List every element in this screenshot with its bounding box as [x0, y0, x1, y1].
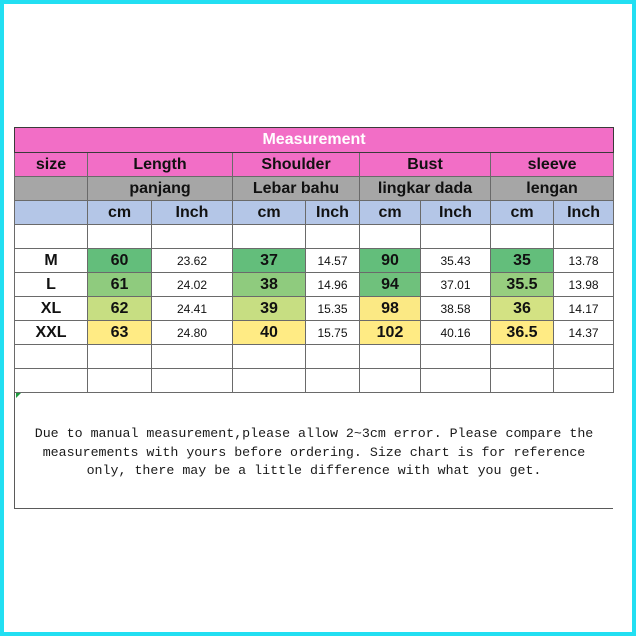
title-row — [15, 128, 614, 153]
empty-cell — [491, 369, 554, 393]
bust-inch-value: 40.16 — [421, 321, 491, 345]
local-name-length: panjang — [88, 177, 233, 201]
length-cm-value: 63 — [88, 321, 152, 345]
unit-inch: Inch — [306, 201, 360, 225]
sleeve-inch-value: 13.78 — [554, 249, 614, 273]
local-name-shoulder: Lebar bahu — [233, 177, 360, 201]
empty-cell — [554, 369, 614, 393]
comment-indicator-icon — [16, 393, 21, 398]
empty-cell — [306, 369, 360, 393]
empty-cell — [491, 225, 554, 249]
empty-cell — [88, 225, 152, 249]
unit-inch: Inch — [554, 201, 614, 225]
empty-cell — [233, 369, 306, 393]
table-title: Measurement — [15, 128, 614, 153]
size-label: XL — [15, 297, 88, 321]
empty-cell — [152, 225, 233, 249]
shoulder-cm-value: 40 — [233, 321, 306, 345]
empty-row — [15, 369, 614, 393]
bust-cm-value: 102 — [360, 321, 421, 345]
group-header-row — [15, 153, 614, 177]
sleeve-cm-value: 36.5 — [491, 321, 554, 345]
local-name-sleeve: lengan — [491, 177, 614, 201]
empty-cell — [306, 225, 360, 249]
group-header-sleeve: sleeve — [491, 153, 614, 177]
disclaimer-line: measurements with yours before ordering. Size chart is for reference — [42, 444, 586, 460]
size-label: XXL — [15, 321, 88, 345]
sleeve-cm-value: 35.5 — [491, 273, 554, 297]
empty-cell — [421, 345, 491, 369]
sleeve-inch-value: 14.17 — [554, 297, 614, 321]
empty-cell — [88, 369, 152, 393]
image-canvas — [4, 4, 632, 632]
empty-row — [15, 345, 614, 369]
shoulder-cm-value: 39 — [233, 297, 306, 321]
empty-cell — [360, 369, 421, 393]
group-header-length: Length — [88, 153, 233, 177]
shoulder-inch-value: 15.75 — [306, 321, 360, 345]
length-cm-value: 60 — [88, 249, 152, 273]
size-header: size — [15, 153, 88, 177]
sleeve-inch-value: 14.37 — [554, 321, 614, 345]
empty-cell — [152, 369, 233, 393]
shoulder-inch-value: 14.57 — [306, 249, 360, 273]
length-cm-value: 62 — [88, 297, 152, 321]
group-header-bust: Bust — [360, 153, 491, 177]
disclaimer-text — [15, 425, 613, 481]
bust-cm-value: 94 — [360, 273, 421, 297]
bust-inch-value: 35.43 — [421, 249, 491, 273]
empty-cell — [15, 369, 88, 393]
size-chart-table — [14, 127, 614, 393]
size-label: M — [15, 249, 88, 273]
empty-cell — [421, 369, 491, 393]
empty-cell — [233, 225, 306, 249]
disclaimer-note — [14, 392, 613, 509]
unit-cm: cm — [491, 201, 554, 225]
shoulder-cm-value: 38 — [233, 273, 306, 297]
unit-inch: Inch — [152, 201, 233, 225]
empty-cell — [421, 225, 491, 249]
empty-cell — [491, 345, 554, 369]
sleeve-inch-value: 13.98 — [554, 273, 614, 297]
empty-cell — [554, 225, 614, 249]
length-inch-value: 24.02 — [152, 273, 233, 297]
empty-cell — [360, 225, 421, 249]
sleeve-cm-value: 36 — [491, 297, 554, 321]
size-row-xl — [15, 297, 614, 321]
length-cm-value: 61 — [88, 273, 152, 297]
empty-cell — [306, 345, 360, 369]
shoulder-cm-value: 37 — [233, 249, 306, 273]
empty-cell — [152, 345, 233, 369]
disclaimer-line: Due to manual measurement,please allow 2~3cm error. Please compare the — [34, 426, 594, 441]
bust-cm-value: 90 — [360, 249, 421, 273]
empty-cell — [15, 177, 88, 201]
shoulder-inch-value: 15.35 — [306, 297, 360, 321]
size-row-xxl — [15, 321, 614, 345]
size-row-m — [15, 249, 614, 273]
bust-inch-value: 38.58 — [421, 297, 491, 321]
disclaimer-line: only, there may be a little difference with what you get. — [86, 463, 542, 478]
unit-cm: cm — [88, 201, 152, 225]
empty-cell — [15, 201, 88, 225]
unit-cm: cm — [233, 201, 306, 225]
unit-row — [15, 201, 614, 225]
unit-cm: cm — [360, 201, 421, 225]
group-header-shoulder: Shoulder — [233, 153, 360, 177]
bust-inch-value: 37.01 — [421, 273, 491, 297]
length-inch-value: 24.41 — [152, 297, 233, 321]
size-label: L — [15, 273, 88, 297]
empty-cell — [88, 345, 152, 369]
unit-inch: Inch — [421, 201, 491, 225]
length-inch-value: 23.62 — [152, 249, 233, 273]
empty-cell — [15, 225, 88, 249]
local-name-bust: lingkar dada — [360, 177, 491, 201]
empty-cell — [554, 345, 614, 369]
shoulder-inch-value: 14.96 — [306, 273, 360, 297]
bust-cm-value: 98 — [360, 297, 421, 321]
local-name-row — [15, 177, 614, 201]
empty-cell — [360, 345, 421, 369]
empty-row — [15, 225, 614, 249]
empty-cell — [15, 345, 88, 369]
size-row-l — [15, 273, 614, 297]
length-inch-value: 24.80 — [152, 321, 233, 345]
empty-cell — [233, 345, 306, 369]
sleeve-cm-value: 35 — [491, 249, 554, 273]
